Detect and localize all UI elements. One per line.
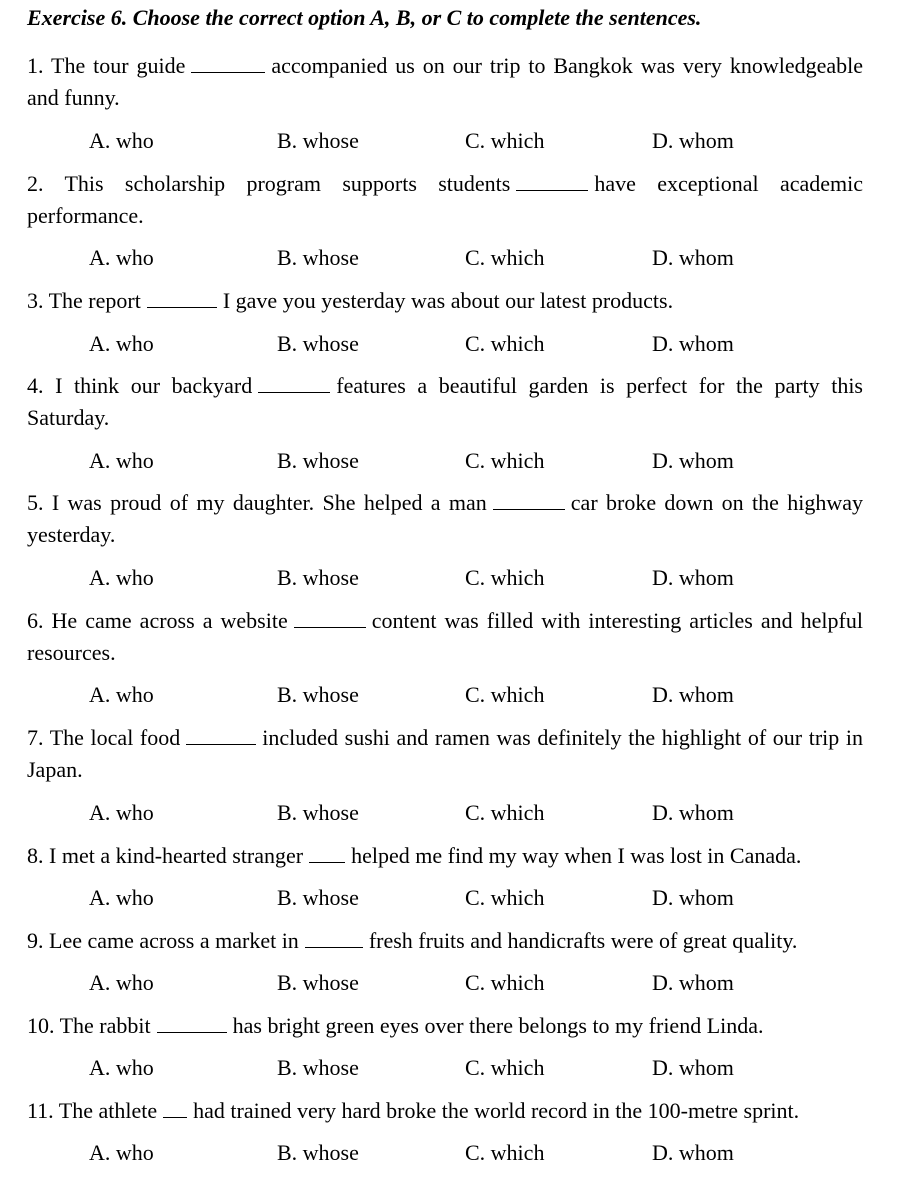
option-c[interactable]: C. which	[465, 1140, 545, 1165]
question-text-after: had trained very hard broke the world record in the 100-metre sprint.	[193, 1098, 800, 1123]
option-a[interactable]: A. who	[89, 1055, 154, 1080]
question-text-before: 8. I met a kind-hearted stranger	[27, 843, 304, 868]
question-text-before: 6. He came across a website	[27, 608, 288, 633]
question-text-before: 3. The report	[27, 288, 141, 313]
question-9	[27, 925, 863, 957]
question-text-before: 11. The athlete	[27, 1098, 158, 1123]
answer-options-7	[0, 799, 906, 827]
question-text-before: 1. The tour guide	[27, 53, 186, 78]
question-6	[27, 605, 863, 669]
answer-blank	[258, 374, 330, 393]
answer-blank	[191, 54, 265, 73]
question-text-before: 2. This scholarship program supports students	[27, 171, 511, 196]
question-11	[27, 1095, 863, 1127]
option-d[interactable]: D. whom	[652, 448, 734, 473]
answer-blank	[305, 929, 363, 948]
option-a[interactable]: A. who	[89, 885, 154, 910]
option-a[interactable]: A. who	[89, 448, 154, 473]
option-d[interactable]: D. whom	[652, 565, 734, 590]
answer-options-6	[0, 681, 906, 709]
answer-blank	[516, 172, 588, 191]
question-4	[27, 370, 863, 434]
question-2	[27, 168, 863, 232]
answer-options-10	[0, 1054, 906, 1082]
answer-options-4	[0, 447, 906, 475]
question-text-after: accompanied us on our trip to Bangkok was very knowledgeable and funny.	[27, 53, 864, 110]
question-text-before: 10. The rabbit	[27, 1013, 151, 1038]
option-b[interactable]: B. whose	[277, 245, 359, 270]
option-d[interactable]: D. whom	[652, 128, 734, 153]
option-b[interactable]: B. whose	[277, 1140, 359, 1165]
question-text-after: I gave you yesterday was about our latest products.	[222, 288, 674, 313]
question-10	[27, 1010, 863, 1042]
option-b[interactable]: B. whose	[277, 800, 359, 825]
question-text-after: car broke down on the highway yesterday.	[27, 490, 863, 547]
option-d[interactable]: D. whom	[652, 800, 734, 825]
question-3	[27, 285, 863, 317]
question-text-after: included sushi and ramen was definitely the highlight of our trip in Japan.	[27, 725, 863, 782]
option-b[interactable]: B. whose	[277, 682, 359, 707]
answer-options-2	[0, 244, 906, 272]
answer-blank	[157, 1014, 227, 1033]
answer-options-3	[0, 330, 906, 358]
answer-options-5	[0, 564, 906, 592]
exercise-title: Exercise 6. Choose the correct option A, B, or C to complete the sentences.	[27, 5, 702, 30]
option-b[interactable]: B. whose	[277, 1055, 359, 1080]
option-a[interactable]: A. who	[89, 565, 154, 590]
option-b[interactable]: B. whose	[277, 970, 359, 995]
question-text-after: has bright green eyes over there belongs to my friend Linda.	[232, 1013, 764, 1038]
answer-blank	[163, 1099, 187, 1118]
question-text-before: 9. Lee came across a market in	[27, 928, 299, 953]
option-c[interactable]: C. which	[465, 245, 545, 270]
question-text-before: 7. The local food	[27, 725, 181, 750]
option-a[interactable]: A. who	[89, 800, 154, 825]
answer-options-9	[0, 969, 906, 997]
option-d[interactable]: D. whom	[652, 1140, 734, 1165]
answer-blank	[294, 609, 366, 628]
option-a[interactable]: A. who	[89, 245, 154, 270]
question-8	[27, 840, 863, 872]
option-d[interactable]: D. whom	[652, 1055, 734, 1080]
answer-blank	[147, 289, 217, 308]
option-b[interactable]: B. whose	[277, 448, 359, 473]
option-a[interactable]: A. who	[89, 331, 154, 356]
option-d[interactable]: D. whom	[652, 885, 734, 910]
answer-blank	[309, 844, 345, 863]
question-text-after: features a beautiful garden is perfect for the party this Saturday.	[27, 373, 863, 430]
question-text-after: have exceptional academic performance.	[27, 171, 863, 228]
answer-options-11	[0, 1139, 906, 1167]
option-b[interactable]: B. whose	[277, 331, 359, 356]
option-a[interactable]: A. who	[89, 1140, 154, 1165]
option-c[interactable]: C. which	[465, 565, 545, 590]
option-b[interactable]: B. whose	[277, 128, 359, 153]
option-c[interactable]: C. which	[465, 885, 545, 910]
option-c[interactable]: C. which	[465, 448, 545, 473]
question-5	[27, 487, 863, 551]
option-c[interactable]: C. which	[465, 800, 545, 825]
answer-options-1	[0, 127, 906, 155]
option-a[interactable]: A. who	[89, 682, 154, 707]
option-d[interactable]: D. whom	[652, 682, 734, 707]
answer-blank	[186, 726, 256, 745]
option-d[interactable]: D. whom	[652, 331, 734, 356]
option-c[interactable]: C. which	[465, 128, 545, 153]
option-b[interactable]: B. whose	[277, 565, 359, 590]
option-c[interactable]: C. which	[465, 331, 545, 356]
option-d[interactable]: D. whom	[652, 970, 734, 995]
option-b[interactable]: B. whose	[277, 885, 359, 910]
answer-blank	[493, 491, 565, 510]
question-text-after: helped me find my way when I was lost in Canada.	[351, 843, 802, 868]
question-text-before: 5. I was proud of my daughter. She helped a man	[27, 490, 487, 515]
question-text-after: content was filled with interesting articles and helpful resources.	[27, 608, 863, 665]
option-c[interactable]: C. which	[465, 682, 545, 707]
option-c[interactable]: C. which	[465, 970, 545, 995]
question-7	[27, 722, 863, 786]
option-d[interactable]: D. whom	[652, 245, 734, 270]
question-text-before: 4. I think our backyard	[27, 373, 253, 398]
question-1	[27, 50, 863, 114]
option-a[interactable]: A. who	[89, 128, 154, 153]
answer-options-8	[0, 884, 906, 912]
question-text-after: fresh fruits and handicrafts were of great quality.	[368, 928, 798, 953]
option-a[interactable]: A. who	[89, 970, 154, 995]
option-c[interactable]: C. which	[465, 1055, 545, 1080]
